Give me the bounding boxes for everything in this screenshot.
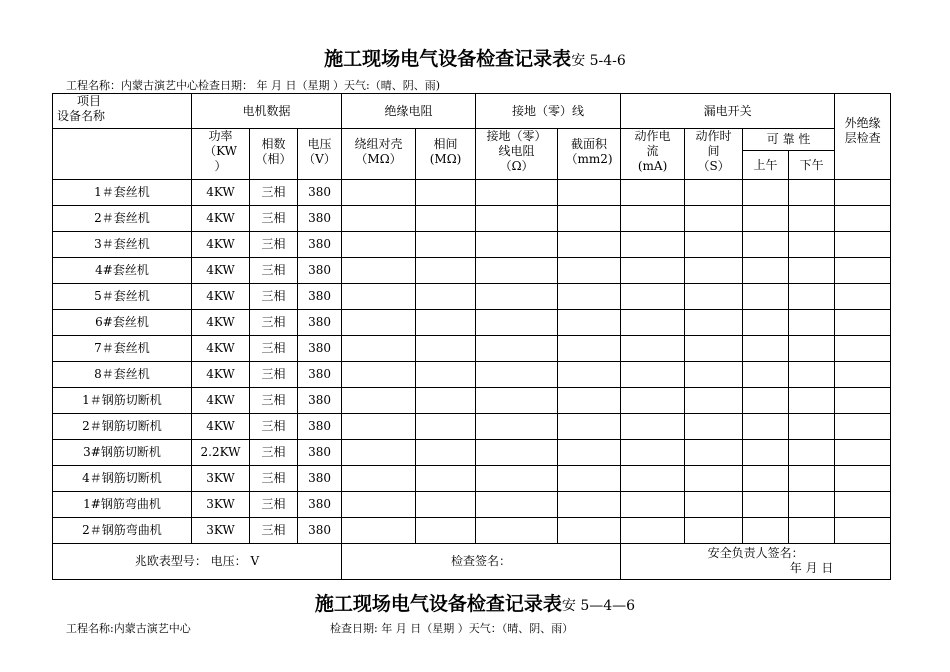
device-name-cell: 2＃钢筋弯曲机 xyxy=(53,518,192,544)
empty-cell xyxy=(342,310,416,336)
empty-cell xyxy=(835,310,891,336)
table-row xyxy=(53,492,891,518)
empty-cell xyxy=(476,336,558,362)
empty-cell xyxy=(476,206,558,232)
power-cell: 3KW xyxy=(192,492,250,518)
empty-cell xyxy=(416,466,476,492)
power-cell: 4KW xyxy=(192,310,250,336)
empty-cell xyxy=(743,258,789,284)
empty-cell xyxy=(621,440,685,466)
empty-cell xyxy=(835,388,891,414)
table-row xyxy=(53,180,891,206)
empty-cell xyxy=(476,492,558,518)
empty-cell xyxy=(835,518,891,544)
empty-cell xyxy=(789,518,835,544)
title-main: 施工现场电气设备检查记录表 xyxy=(324,48,572,70)
voltage-cell: 380 xyxy=(298,466,342,492)
empty-cell xyxy=(685,414,743,440)
voltage-cell: 380 xyxy=(298,492,342,518)
empty-cell xyxy=(743,284,789,310)
power-cell: 4KW xyxy=(192,362,250,388)
footer-meter: 兆欧表型号： 电压： V xyxy=(53,544,342,580)
voltage-cell: 380 xyxy=(298,518,342,544)
empty-cell xyxy=(416,284,476,310)
empty-cell xyxy=(342,362,416,388)
empty-cell xyxy=(835,232,891,258)
empty-cell xyxy=(621,232,685,258)
empty-cell xyxy=(416,258,476,284)
phase-cell: 三相 xyxy=(250,466,298,492)
voltage-cell: 380 xyxy=(298,310,342,336)
header-blank xyxy=(53,129,192,180)
empty-cell xyxy=(342,466,416,492)
header-action-time: 动作时 间 （S） xyxy=(685,129,743,180)
project-info-line: 工程名称：内蒙古演艺中心检查日期： 年 月 日（星期 ）天气:（晴、阴、雨) xyxy=(66,79,440,92)
empty-cell xyxy=(558,388,621,414)
device-name-cell: 4＃钢筋切断机 xyxy=(53,466,192,492)
empty-cell xyxy=(416,206,476,232)
footer-inspector-signature: 检查签名： xyxy=(342,544,621,580)
inspection-table xyxy=(52,93,891,580)
empty-cell xyxy=(789,310,835,336)
table-row xyxy=(53,518,891,544)
empty-cell xyxy=(416,414,476,440)
empty-cell xyxy=(685,310,743,336)
empty-cell xyxy=(476,258,558,284)
empty-cell xyxy=(621,336,685,362)
empty-cell xyxy=(835,440,891,466)
empty-cell xyxy=(685,362,743,388)
phase-cell: 三相 xyxy=(250,310,298,336)
voltage-cell: 380 xyxy=(298,414,342,440)
empty-cell xyxy=(743,232,789,258)
empty-cell xyxy=(743,362,789,388)
empty-cell xyxy=(685,180,743,206)
device-name-cell: 4#套丝机 xyxy=(53,258,192,284)
empty-cell xyxy=(621,414,685,440)
phase-cell: 三相 xyxy=(250,518,298,544)
empty-cell xyxy=(416,518,476,544)
empty-cell xyxy=(835,492,891,518)
empty-cell xyxy=(685,466,743,492)
empty-cell xyxy=(558,206,621,232)
power-cell: 4KW xyxy=(192,336,250,362)
empty-cell xyxy=(835,206,891,232)
project-name-2: 工程名称:内蒙古演艺中心 xyxy=(66,622,191,635)
empty-cell xyxy=(558,232,621,258)
empty-cell xyxy=(743,180,789,206)
header-phase: 相数 （相） xyxy=(250,129,298,180)
empty-cell xyxy=(835,180,891,206)
header-outer-insulation: 外绝缘 层检查 xyxy=(835,94,891,180)
empty-cell xyxy=(476,466,558,492)
voltage-cell: 380 xyxy=(298,440,342,466)
voltage-cell: 380 xyxy=(298,232,342,258)
empty-cell xyxy=(476,232,558,258)
table-row xyxy=(53,206,891,232)
empty-cell xyxy=(342,492,416,518)
empty-cell xyxy=(621,258,685,284)
empty-cell xyxy=(476,284,558,310)
empty-cell xyxy=(743,414,789,440)
empty-cell xyxy=(342,414,416,440)
empty-cell xyxy=(789,466,835,492)
header-winding: 绕组对壳 （MΩ） xyxy=(342,129,416,180)
empty-cell xyxy=(685,388,743,414)
empty-cell xyxy=(558,258,621,284)
header-leakage: 漏电开关 xyxy=(621,94,835,129)
power-cell: 4KW xyxy=(192,232,250,258)
power-cell: 4KW xyxy=(192,284,250,310)
header-voltage: 电压 （V） xyxy=(298,129,342,180)
empty-cell xyxy=(789,206,835,232)
device-name-cell: 7＃套丝机 xyxy=(53,336,192,362)
header-action-current: 动作电 流 (mA) xyxy=(621,129,685,180)
empty-cell xyxy=(342,336,416,362)
phase-cell: 三相 xyxy=(250,258,298,284)
empty-cell xyxy=(476,362,558,388)
empty-cell xyxy=(743,206,789,232)
power-cell: 3KW xyxy=(192,466,250,492)
table-row xyxy=(53,258,891,284)
empty-cell xyxy=(342,206,416,232)
voltage-cell: 380 xyxy=(298,388,342,414)
device-name-cell: 1#钢筋弯曲机 xyxy=(53,492,192,518)
empty-cell xyxy=(558,362,621,388)
empty-cell xyxy=(476,518,558,544)
power-cell: 4KW xyxy=(192,388,250,414)
page-title-2 xyxy=(0,589,950,616)
table-row xyxy=(53,362,891,388)
empty-cell xyxy=(835,284,891,310)
empty-cell xyxy=(342,388,416,414)
empty-cell xyxy=(558,180,621,206)
empty-cell xyxy=(789,388,835,414)
empty-cell xyxy=(621,284,685,310)
phase-cell: 三相 xyxy=(250,388,298,414)
table-row xyxy=(53,388,891,414)
check-date-line-2: 检查日期: 年 月 日（星期 ）天气：（晴、阴、雨） xyxy=(330,622,574,635)
empty-cell xyxy=(621,206,685,232)
device-name-cell: 3＃套丝机 xyxy=(53,232,192,258)
empty-cell xyxy=(685,258,743,284)
empty-cell xyxy=(416,440,476,466)
empty-cell xyxy=(743,388,789,414)
empty-cell xyxy=(342,518,416,544)
empty-cell xyxy=(789,492,835,518)
empty-cell xyxy=(558,310,621,336)
empty-cell xyxy=(685,206,743,232)
empty-cell xyxy=(621,310,685,336)
phase-cell: 三相 xyxy=(250,206,298,232)
header-am: 上午 xyxy=(743,151,789,180)
empty-cell xyxy=(621,388,685,414)
voltage-cell: 380 xyxy=(298,284,342,310)
device-name-cell: 2＃套丝机 xyxy=(53,206,192,232)
empty-cell xyxy=(416,362,476,388)
empty-cell xyxy=(416,232,476,258)
empty-cell xyxy=(476,388,558,414)
empty-cell xyxy=(621,518,685,544)
header-insulation: 绝缘电阻 xyxy=(342,94,476,129)
empty-cell xyxy=(621,362,685,388)
empty-cell xyxy=(476,440,558,466)
empty-cell xyxy=(743,466,789,492)
empty-cell xyxy=(789,440,835,466)
empty-cell xyxy=(743,310,789,336)
table-row xyxy=(53,232,891,258)
phase-cell: 三相 xyxy=(250,180,298,206)
empty-cell xyxy=(789,258,835,284)
phase-cell: 三相 xyxy=(250,414,298,440)
empty-cell xyxy=(416,310,476,336)
phase-cell: 三相 xyxy=(250,336,298,362)
device-name-cell: 6#套丝机 xyxy=(53,310,192,336)
footer-safety-signature: 安全负责人签名： 年 月 日 xyxy=(621,544,891,580)
empty-cell xyxy=(558,440,621,466)
phase-cell: 三相 xyxy=(250,440,298,466)
title-main-2: 施工现场电气设备检查记录表 xyxy=(314,593,562,615)
header-interphase: 相间 (MΩ) xyxy=(416,129,476,180)
voltage-cell: 380 xyxy=(298,336,342,362)
phase-cell: 三相 xyxy=(250,232,298,258)
empty-cell xyxy=(835,336,891,362)
device-name-cell: 8＃套丝机 xyxy=(53,362,192,388)
empty-cell xyxy=(621,180,685,206)
empty-cell xyxy=(789,362,835,388)
power-cell: 3KW xyxy=(192,518,250,544)
empty-cell xyxy=(342,284,416,310)
power-cell: 2.2KW xyxy=(192,440,250,466)
empty-cell xyxy=(789,180,835,206)
empty-cell xyxy=(558,466,621,492)
voltage-cell: 380 xyxy=(298,206,342,232)
empty-cell xyxy=(558,336,621,362)
empty-cell xyxy=(558,492,621,518)
empty-cell xyxy=(342,232,416,258)
empty-cell xyxy=(835,414,891,440)
empty-cell xyxy=(476,310,558,336)
voltage-cell: 380 xyxy=(298,180,342,206)
table-row xyxy=(53,310,891,336)
empty-cell xyxy=(416,388,476,414)
table-row xyxy=(53,284,891,310)
empty-cell xyxy=(789,336,835,362)
table-row xyxy=(53,336,891,362)
form-code: 安 5-4-6 xyxy=(571,53,626,69)
voltage-cell: 380 xyxy=(298,362,342,388)
device-name-cell: 3#钢筋切断机 xyxy=(53,440,192,466)
header-reliability: 可 靠 性 xyxy=(743,129,835,151)
empty-cell xyxy=(416,180,476,206)
empty-cell xyxy=(835,258,891,284)
empty-cell xyxy=(835,466,891,492)
empty-cell xyxy=(743,492,789,518)
table-row xyxy=(53,440,891,466)
empty-cell xyxy=(685,284,743,310)
empty-cell xyxy=(835,362,891,388)
header-section: 截面积 （mm2) xyxy=(558,129,621,180)
empty-cell xyxy=(743,336,789,362)
empty-cell xyxy=(621,466,685,492)
form-code-2: 安 5—4—6 xyxy=(561,598,636,614)
device-name-cell: 2＃钢筋切断机 xyxy=(53,414,192,440)
device-name-cell: 1＃套丝机 xyxy=(53,180,192,206)
phase-cell: 三相 xyxy=(250,492,298,518)
empty-cell xyxy=(558,414,621,440)
empty-cell xyxy=(416,336,476,362)
empty-cell xyxy=(685,492,743,518)
device-name-cell: 1＃钢筋切断机 xyxy=(53,388,192,414)
table-row xyxy=(53,414,891,440)
empty-cell xyxy=(685,440,743,466)
empty-cell xyxy=(416,492,476,518)
power-cell: 4KW xyxy=(192,180,250,206)
phase-cell: 三相 xyxy=(250,362,298,388)
empty-cell xyxy=(685,518,743,544)
header-grounding: 接地（零）线 xyxy=(476,94,621,129)
empty-cell xyxy=(789,414,835,440)
header-power: 功率 （KW ） xyxy=(192,129,250,180)
empty-cell xyxy=(558,284,621,310)
empty-cell xyxy=(558,518,621,544)
power-cell: 4KW xyxy=(192,414,250,440)
header-project: 项目 设备名称 xyxy=(53,94,192,129)
voltage-cell: 380 xyxy=(298,258,342,284)
empty-cell xyxy=(789,284,835,310)
header-motor: 电机数据 xyxy=(192,94,342,129)
empty-cell xyxy=(743,518,789,544)
empty-cell xyxy=(743,440,789,466)
empty-cell xyxy=(685,232,743,258)
empty-cell xyxy=(342,258,416,284)
empty-cell xyxy=(476,414,558,440)
power-cell: 4KW xyxy=(192,258,250,284)
header-ground-resistance: 接地（零） 线电阻 （Ω） xyxy=(476,129,558,180)
empty-cell xyxy=(342,440,416,466)
empty-cell xyxy=(621,492,685,518)
device-name-cell: 5＃套丝机 xyxy=(53,284,192,310)
table-row xyxy=(53,466,891,492)
power-cell: 4KW xyxy=(192,206,250,232)
header-pm: 下午 xyxy=(789,151,835,180)
phase-cell: 三相 xyxy=(250,284,298,310)
empty-cell xyxy=(476,180,558,206)
empty-cell xyxy=(685,336,743,362)
page-title xyxy=(0,44,950,71)
empty-cell xyxy=(342,180,416,206)
empty-cell xyxy=(789,232,835,258)
